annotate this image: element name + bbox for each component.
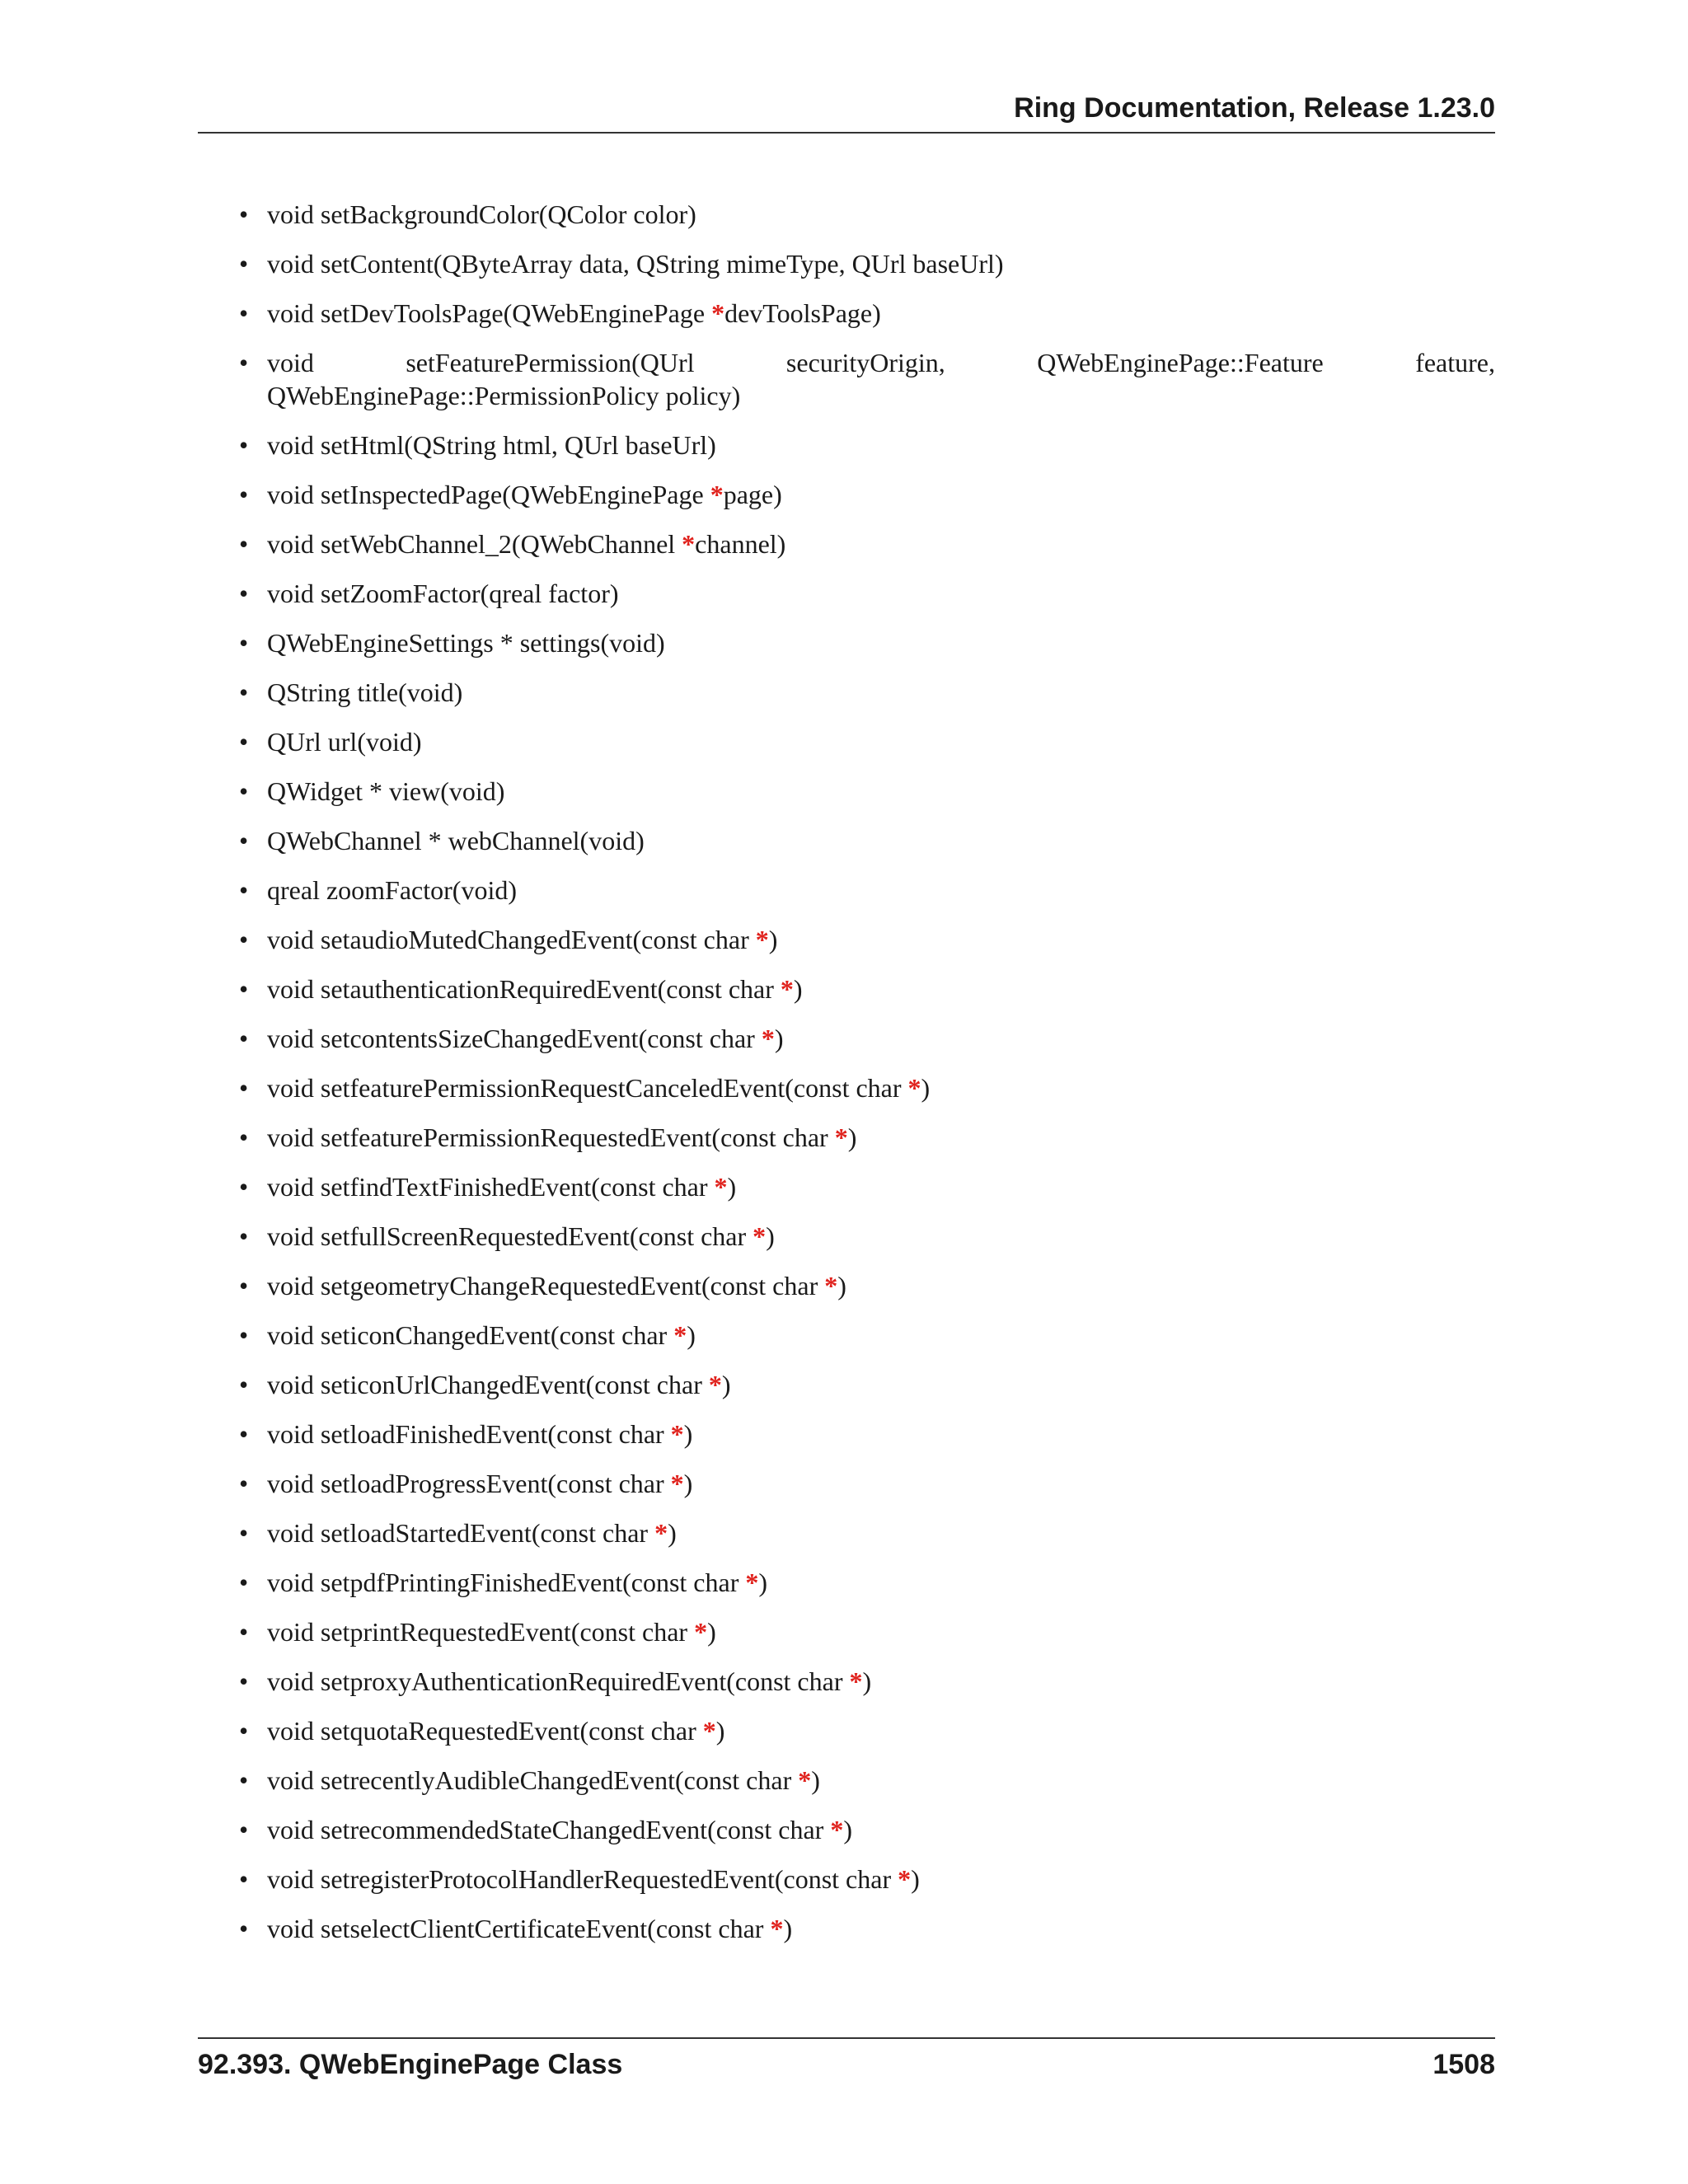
- method-signature: void setaudioMutedChangedEvent(const char: [267, 925, 756, 954]
- method-signature: QUrl url(void): [267, 727, 422, 757]
- pointer-star: *: [770, 1914, 784, 1943]
- method-list-item: [239, 1912, 1495, 1945]
- method-signature: void seticonUrlChangedEvent(const char: [267, 1370, 709, 1399]
- method-signature: void setContent(QByteArray data, QString mimeType, QUrl baseUrl): [267, 249, 1004, 279]
- method-signature: void setZoomFactor(qreal factor): [267, 579, 619, 608]
- pointer-star: *: [711, 298, 725, 328]
- method-list-item: [239, 429, 1495, 462]
- method-signature-tail: ): [911, 1864, 920, 1894]
- method-list-item: [239, 824, 1495, 857]
- pointer-star: *: [798, 1765, 812, 1795]
- method-signature-tail: ): [758, 1568, 768, 1597]
- page-number: 1508: [1432, 2049, 1495, 2080]
- method-list-item: [239, 1813, 1495, 1846]
- method-signature: void setgeometryChangeRequestedEvent(const char: [267, 1271, 825, 1301]
- method-list-item: [239, 1319, 1495, 1352]
- pointer-star: *: [824, 1271, 838, 1301]
- method-signature-tail: ): [727, 1172, 737, 1202]
- method-signature-tail: ): [687, 1320, 696, 1350]
- method-list: [239, 198, 1495, 1961]
- method-signature: void setregisterProtocolHandlerRequestedEvent(const char: [267, 1864, 898, 1894]
- method-signature: void setquotaRequestedEvent(const char: [267, 1716, 703, 1746]
- method-signature-tail: ): [811, 1765, 820, 1795]
- method-list-item: [239, 626, 1495, 659]
- pointer-star: *: [682, 529, 696, 559]
- method-signature: void seticonChangedEvent(const char: [267, 1320, 674, 1350]
- method-signature-tail: ): [668, 1518, 677, 1548]
- method-list-item: [239, 1516, 1495, 1549]
- pointer-star: *: [834, 1122, 848, 1152]
- method-list-item: [239, 297, 1495, 330]
- method-signature-tail: ): [721, 1370, 731, 1399]
- method-signature-tail: ): [683, 1419, 693, 1449]
- method-signature-tail: ): [766, 1221, 775, 1251]
- pointer-star: *: [673, 1320, 687, 1350]
- pointer-star: *: [745, 1568, 759, 1597]
- method-list-item: [239, 478, 1495, 511]
- method-signature: void setInspectedPage(QWebEnginePage: [267, 480, 710, 509]
- method-signature: void setFeaturePermission(QUrl securityOrigin, QWebEnginePage::Feature feature, QWebEnginePage::PermissionPolicy policy): [267, 348, 1495, 410]
- method-list-item: [239, 1566, 1495, 1599]
- pointer-star: *: [670, 1469, 684, 1498]
- section-title: 92.393. QWebEnginePage Class: [198, 2049, 623, 2080]
- method-list-item: [239, 1764, 1495, 1797]
- pointer-star: *: [708, 1370, 722, 1399]
- method-signature: void setloadStartedEvent(const char: [267, 1518, 655, 1548]
- pointer-star: *: [694, 1617, 708, 1647]
- method-list-item: [239, 1071, 1495, 1104]
- method-signature: void setfindTextFinishedEvent(const char: [267, 1172, 715, 1202]
- method-signature-tail: ): [683, 1469, 693, 1498]
- page-header: [198, 89, 1495, 134]
- method-signature-tail: channel): [695, 529, 786, 559]
- method-signature: QWebEngineSettings * settings(void): [267, 628, 665, 658]
- method-signature: void setauthenticationRequiredEvent(const char: [267, 974, 781, 1004]
- method-signature: void setcontentsSizeChangedEvent(const char: [267, 1024, 762, 1053]
- method-signature: void setrecommendedStateChangedEvent(const char: [267, 1815, 831, 1844]
- method-list-item: [239, 527, 1495, 560]
- method-signature: void setrecentlyAudibleChangedEvent(const char: [267, 1765, 799, 1795]
- method-list-item: [239, 1714, 1495, 1747]
- method-signature: void setpdfPrintingFinishedEvent(const char: [267, 1568, 746, 1597]
- method-signature-tail: page): [723, 480, 782, 509]
- method-list-item: [239, 676, 1495, 709]
- pointer-star: *: [670, 1419, 684, 1449]
- method-signature-tail: ): [707, 1617, 716, 1647]
- pointer-star: *: [702, 1716, 716, 1746]
- pointer-star: *: [654, 1518, 668, 1548]
- method-list-item: [239, 1368, 1495, 1401]
- pointer-star: *: [714, 1172, 728, 1202]
- method-list-item: [239, 198, 1495, 231]
- method-signature: void setDevToolsPage(QWebEnginePage: [267, 298, 712, 328]
- method-list-item: [239, 1665, 1495, 1698]
- pointer-star: *: [710, 480, 724, 509]
- method-list-item: [239, 725, 1495, 758]
- pointer-star: *: [780, 974, 794, 1004]
- method-signature: qreal zoomFactor(void): [267, 875, 517, 905]
- method-signature: void setfeaturePermissionRequestedEvent(const char: [267, 1122, 835, 1152]
- page-footer: [198, 2037, 1495, 2080]
- method-list-item: [239, 577, 1495, 610]
- method-list-item: [239, 874, 1495, 907]
- method-signature: void setloadFinishedEvent(const char: [267, 1419, 671, 1449]
- method-signature: void setfeaturePermissionRequestCanceledEvent(const char: [267, 1073, 908, 1103]
- method-signature: void setproxyAuthenticationRequiredEvent(const char: [267, 1666, 850, 1696]
- method-signature: void setBackgroundColor(QColor color): [267, 199, 696, 229]
- method-signature-tail: ): [783, 1914, 793, 1943]
- method-signature-tail: ): [837, 1271, 846, 1301]
- pointer-star: *: [753, 1221, 767, 1251]
- method-list-item: [239, 1863, 1495, 1896]
- method-signature: void setWebChannel_2(QWebChannel: [267, 529, 682, 559]
- method-signature: void setHtml(QString html, QUrl baseUrl): [267, 430, 716, 460]
- method-list-item: [239, 1418, 1495, 1451]
- method-list-item: [239, 1467, 1495, 1500]
- method-list-item: [239, 1121, 1495, 1154]
- document-title: Ring Documentation, Release 1.23.0: [1014, 92, 1495, 124]
- pointer-star: *: [830, 1815, 844, 1844]
- method-list-item: [239, 1220, 1495, 1253]
- method-signature-tail: ): [847, 1122, 857, 1152]
- method-list-item: [239, 972, 1495, 1005]
- method-list-item: [239, 923, 1495, 956]
- method-signature-tail: ): [843, 1815, 852, 1844]
- method-signature: void setfullScreenRequestedEvent(const char: [267, 1221, 753, 1251]
- method-list-item: [239, 247, 1495, 280]
- method-list-item: [239, 346, 1495, 412]
- method-signature-tail: ): [862, 1666, 872, 1696]
- method-list-item: [239, 1615, 1495, 1648]
- method-signature-tail: ): [715, 1716, 725, 1746]
- method-signature: QString title(void): [267, 677, 463, 707]
- pointer-star: *: [898, 1864, 912, 1894]
- method-signature-tail: devToolsPage): [724, 298, 881, 328]
- method-signature: void setprintRequestedEvent(const char: [267, 1617, 695, 1647]
- method-list-item: [239, 1269, 1495, 1302]
- method-list-item: [239, 1022, 1495, 1055]
- pointer-star: *: [761, 1024, 775, 1053]
- method-signature: QWidget * view(void): [267, 776, 505, 806]
- method-signature-tail: ): [768, 925, 778, 954]
- method-signature: QWebChannel * webChannel(void): [267, 826, 645, 855]
- method-signature: void setselectClientCertificateEvent(const char: [267, 1914, 771, 1943]
- pointer-star: *: [755, 925, 769, 954]
- pointer-star: *: [849, 1666, 863, 1696]
- pointer-star: *: [907, 1073, 921, 1103]
- method-signature-tail: ): [774, 1024, 784, 1053]
- method-signature: void setloadProgressEvent(const char: [267, 1469, 671, 1498]
- method-signature-tail: ): [793, 974, 803, 1004]
- method-list-item: [239, 1170, 1495, 1203]
- method-signature-tail: ): [921, 1073, 931, 1103]
- method-list-item: [239, 775, 1495, 808]
